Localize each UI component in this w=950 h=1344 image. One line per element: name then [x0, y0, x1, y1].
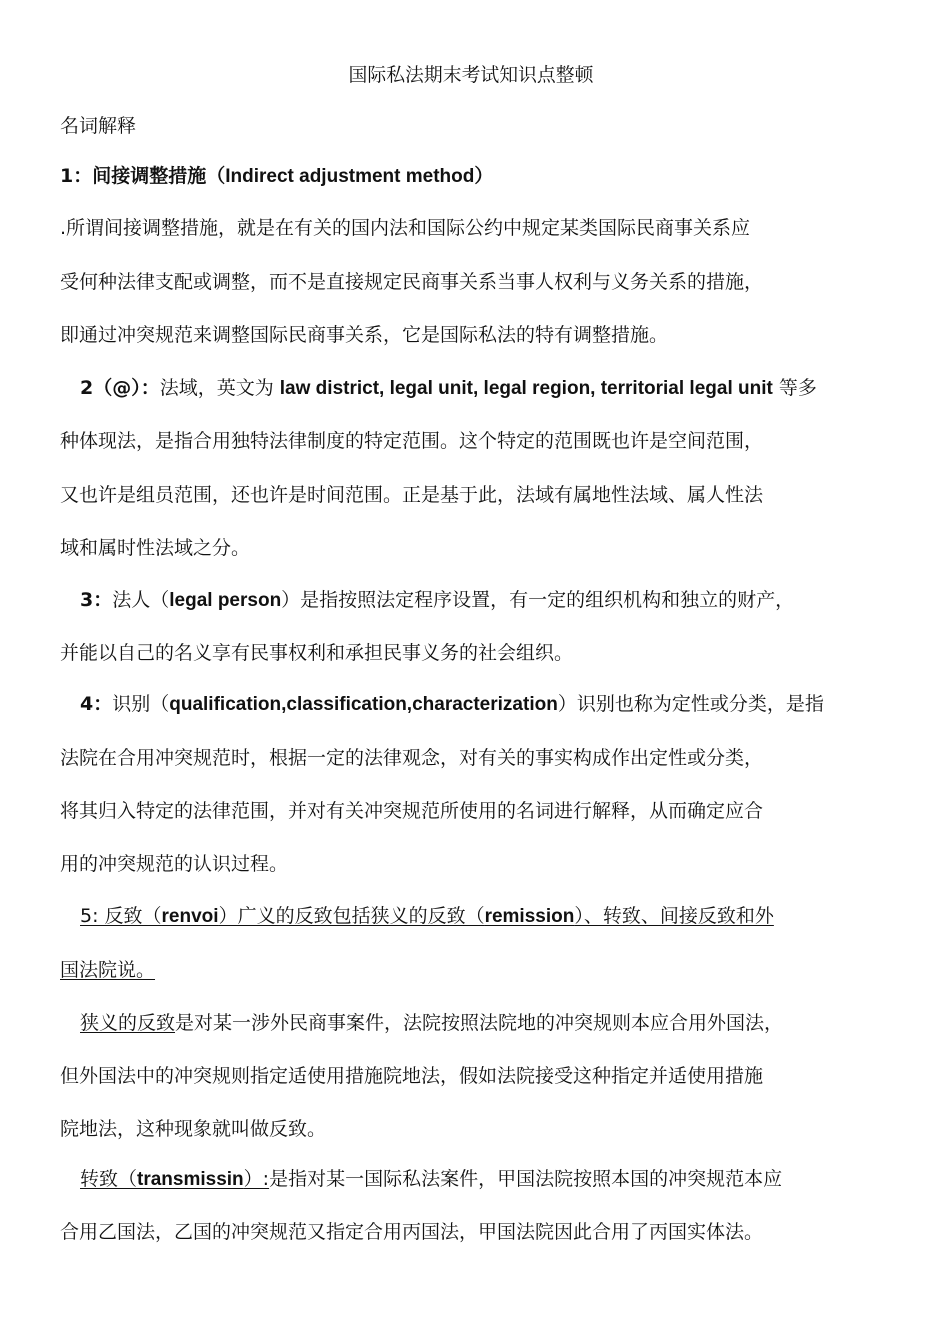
item5-text-en1: renvoi [161, 906, 219, 927]
transmission-term-en: transmissin [137, 1169, 244, 1190]
item3-lead: 3： [80, 589, 113, 611]
transmission-term-a: 转致（ [80, 1168, 138, 1190]
page-title: 国际私法期末考试知识点整顿 [348, 64, 594, 86]
renvoi-narrow-line-2: 但外国法中的冲突规则指定适使用措施院地法，假如法院接受这种指定并适使用措施 [60, 1065, 764, 1087]
item1-paragraph-line-3: 即通过冲突规范来调整国际民商事关系，它是国际私法的特有调整措施。 [60, 324, 669, 346]
item2-text-b: 等多 [772, 377, 817, 399]
item1-heading-suffix: ） [474, 165, 494, 187]
renvoi-narrow-line-3: 院地法，这种现象就叫做反致。 [60, 1118, 327, 1140]
item1-heading-en: Indirect adjustment method [225, 166, 475, 187]
item2-text-a: 法域，英文为 [159, 377, 280, 399]
transmission-term-b: ）: [243, 1168, 270, 1190]
item5-text-a: 5: 反致（ [80, 905, 162, 927]
item4-line-2: 法院在合用冲突规范时，根据一定的法律观念，对有关的事实构成作出定性或分类， [60, 747, 764, 769]
renvoi-narrow-text: 是对某一涉外民商事案件，法院按照法院地的冲突规则本应合用外国法， [175, 1012, 784, 1034]
item3-text-en: legal person [169, 590, 282, 611]
transmission-term [80, 1168, 269, 1190]
item4-text-a: 识别（ [112, 693, 170, 715]
item4-line-3: 将其归入特定的法律范围，并对有关冲突规范所使用的名词进行解释，从而确定应合 [60, 800, 764, 822]
item2-text-en: law district, legal unit, legal region, territorial legal unit [279, 378, 773, 399]
item2-line-1 [80, 375, 817, 402]
item5-text-en2: remission [484, 906, 575, 927]
item5-text-b: ）广义的反致包括狭义的反致（ [218, 905, 485, 927]
item5-line-2: 国法院说。 [60, 959, 156, 981]
item4-text-b: ）识别也称为定性或分类，是指 [557, 693, 824, 715]
item1-paragraph-line-1: .所谓间接调整措施，就是在有关的国内法和国际公约中规定某类国际民商事关系应 [60, 217, 751, 239]
item2-line-4: 域和属时性法域之分。 [60, 537, 251, 559]
item2-lead: 2（@）： [80, 377, 160, 399]
item5-line-1 [80, 903, 774, 930]
item2-line-3: 又也许是组员范围，还也许是时间范围。正是基于此，法域有属地性法域、属人性法 [60, 484, 764, 506]
renvoi-narrow-term: 狭义的反致 [80, 1012, 176, 1034]
item1-paragraph-line-2: 受何种法律支配或调整，而不是直接规定民商事关系当事人权利与义务关系的措施， [60, 271, 764, 293]
item4-text-en: qualification,classification,characterization [169, 694, 558, 715]
item1-heading [60, 163, 493, 190]
item4-line-4: 用的冲突规范的认识过程。 [60, 853, 289, 875]
section-heading: 名词解释 [60, 115, 137, 137]
item3-line-2: 并能以自己的名义享有民事权利和承担民事义务的社会组织。 [60, 642, 574, 664]
item3-line-1 [80, 587, 794, 614]
item2-line-2: 种体现法，是指合用独特法律制度的特定范围。这个特定的范围既也许是空间范围， [60, 430, 764, 452]
item4-line-1 [80, 691, 824, 718]
item5-text-c: ）、转致、间接反致和外 [574, 905, 774, 927]
transmission-line-1 [80, 1166, 782, 1193]
item3-text-b: ）是指按照法定程序设置，有一定的组织机构和独立的财产， [281, 589, 795, 611]
transmission-text: 是指对某一国际私法案件，甲国法院按照本国的冲突规范本应 [269, 1168, 783, 1190]
item4-lead: 4： [80, 693, 113, 715]
item3-text-a: 法人（ [112, 589, 170, 611]
transmission-line-2: 合用乙国法，乙国的冲突规范又指定合用丙国法，甲国法院因此合用了丙国实体法。 [60, 1221, 764, 1243]
item1-heading-prefix: 1：间接调整措施（ [60, 165, 226, 187]
renvoi-narrow-line-1 [80, 1010, 783, 1036]
